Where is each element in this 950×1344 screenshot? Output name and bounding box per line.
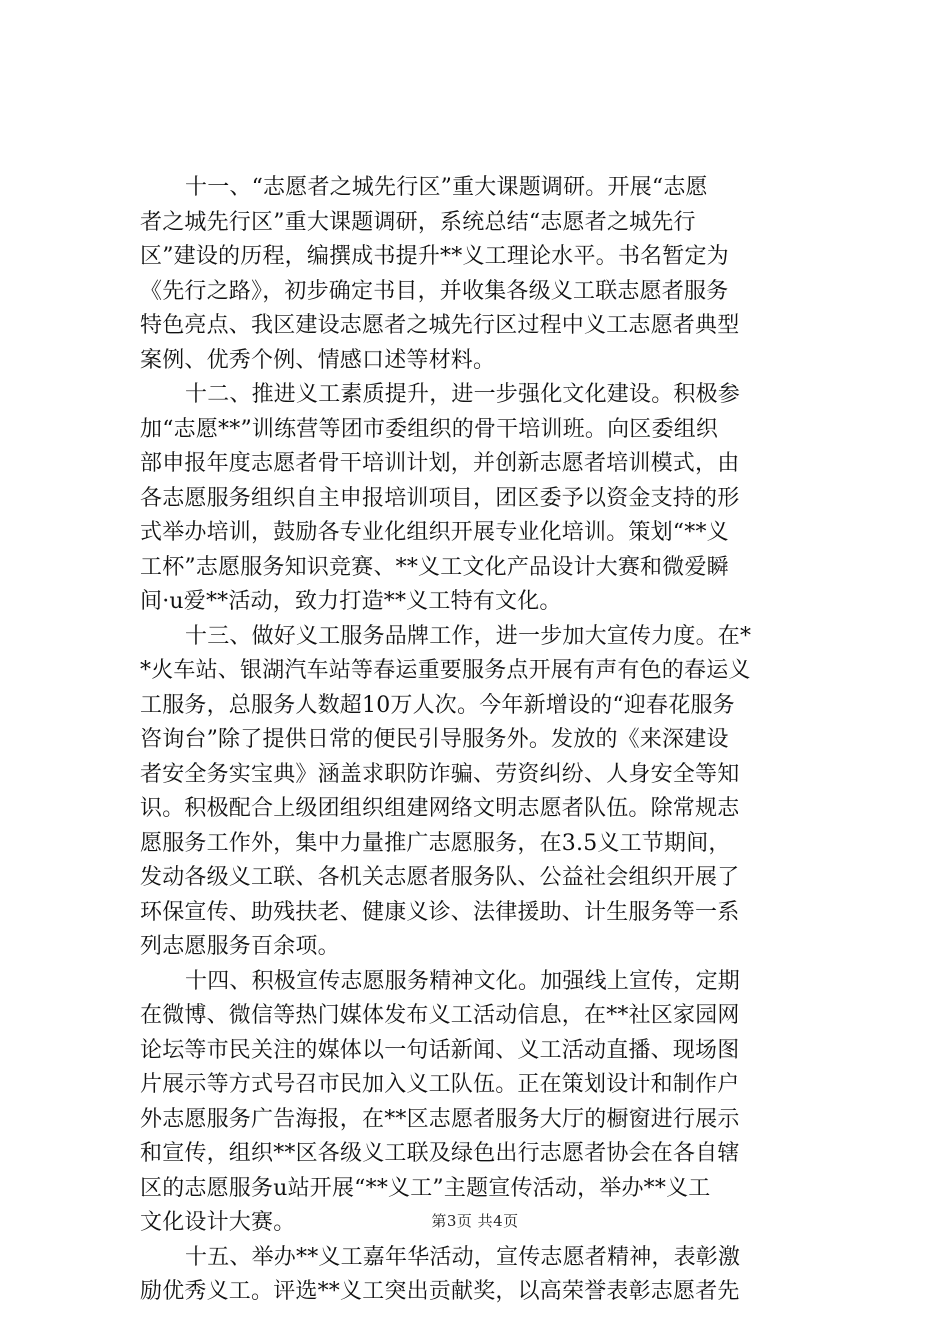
text-line: 列志愿服务百余项。: [140, 934, 340, 959]
text-line: 片展示等方式号召市民加入义工队伍。正在策划设计和制作户: [140, 1072, 740, 1097]
page-number-footer: 第3页 共4页: [431, 1212, 519, 1230]
text-line: *火车站、银湖汽车站等春运重要服务点开展有声有色的春运义: [140, 658, 751, 683]
text-line: 式举办培训，鼓励各专业化组织开展专业化培训。策划“**义: [140, 520, 729, 545]
text-line: 十三、做好义工服务品牌工作，进一步加大宣传力度。在*: [185, 623, 752, 649]
text-line: 和宣传，组织**区各级义工联及绿色出行志愿者协会在各自辖: [140, 1141, 740, 1166]
text-line: 咨询台”除了提供日常的便民引导服务外。发放的《来深建设: [140, 727, 729, 752]
text-line: 外志愿服务广告海报，在**区志愿者服务大厅的橱窗进行展示: [140, 1106, 740, 1132]
text-line: 环保宣传、助残扶老、健康义诊、法律援助、计生服务等一系: [140, 899, 740, 925]
text-line: 十一、“志愿者之城先行区”重大课题调研。开展“志愿: [185, 175, 708, 200]
text-line: 在微博、微信等热门媒体发布义工活动信息，在**社区家园网: [140, 1003, 740, 1028]
text-line: 愿服务工作外，集中力量推广志愿服务，在3.5义工节期间，: [140, 830, 731, 856]
text-line: 工服务，总服务人数超10万人次。今年新增设的“迎春花服务: [140, 692, 735, 718]
text-line: 工杯”志愿服务知识竞赛、**义工文化产品设计大赛和微爱瞬: [140, 554, 729, 580]
text-line: 十四、积极宣传志愿服务精神文化。加强线上宣传，定期: [185, 968, 741, 994]
text-line: 论坛等市民关注的媒体以一句话新闻、义工活动直播、现场图: [140, 1037, 740, 1063]
text-line: 案例、优秀个例、情感口述等材料。: [140, 347, 496, 373]
text-line: 发动各级义工联、各机关志愿者服务队、公益社会组织开展了: [140, 865, 740, 890]
text-line: 识。积极配合上级团组织组建网络文明志愿者队伍。除常规志: [140, 796, 740, 821]
text-line: 特色亮点、我区建设志愿者之城先行区过程中义工志愿者典型: [140, 313, 740, 338]
text-line: 区”建设的历程，编撰成书提升**义工理论水平。书名暂定为: [140, 244, 729, 269]
text-line: 十五、举办**义工嘉年华活动，宣传志愿者精神，表彰激: [185, 1244, 741, 1270]
text-line: 间·u爱**活动，致力打造**义工特有文化。: [140, 589, 562, 614]
text-line: 《先行之路》，初步确定书目，并收集各级义工联志愿者服务: [140, 278, 729, 304]
text-line: 部申报年度志愿者骨干培训计划，并创新志愿者培训模式，由: [140, 451, 740, 476]
text-line: 区的志愿服务u站开展“**义工”主题宣传活动，举办**义工: [140, 1175, 711, 1201]
text-line: 各志愿服务组织自主申报培训项目，团区委予以资金支持的形: [140, 485, 740, 511]
text-line: 者安全务实宝典》涵盖求职防诈骗、劳资纠纷、人身安全等知: [140, 761, 740, 787]
text-line: 者之城先行区”重大课题调研，系统总结“志愿者之城先行: [140, 209, 696, 235]
text-line: 十二、推进义工素质提升，进一步强化文化建设。积极参: [185, 382, 741, 407]
text-line: 文化设计大赛。: [140, 1210, 296, 1235]
text-line: 加“志愿**”训练营等团市委组织的骨干培训班。向区委组织: [140, 416, 719, 442]
text-line: 励优秀义工。评选**义工突出贡献奖，以高荣誉表彰志愿者先: [140, 1279, 740, 1304]
document-body: [140, 171, 820, 1310]
